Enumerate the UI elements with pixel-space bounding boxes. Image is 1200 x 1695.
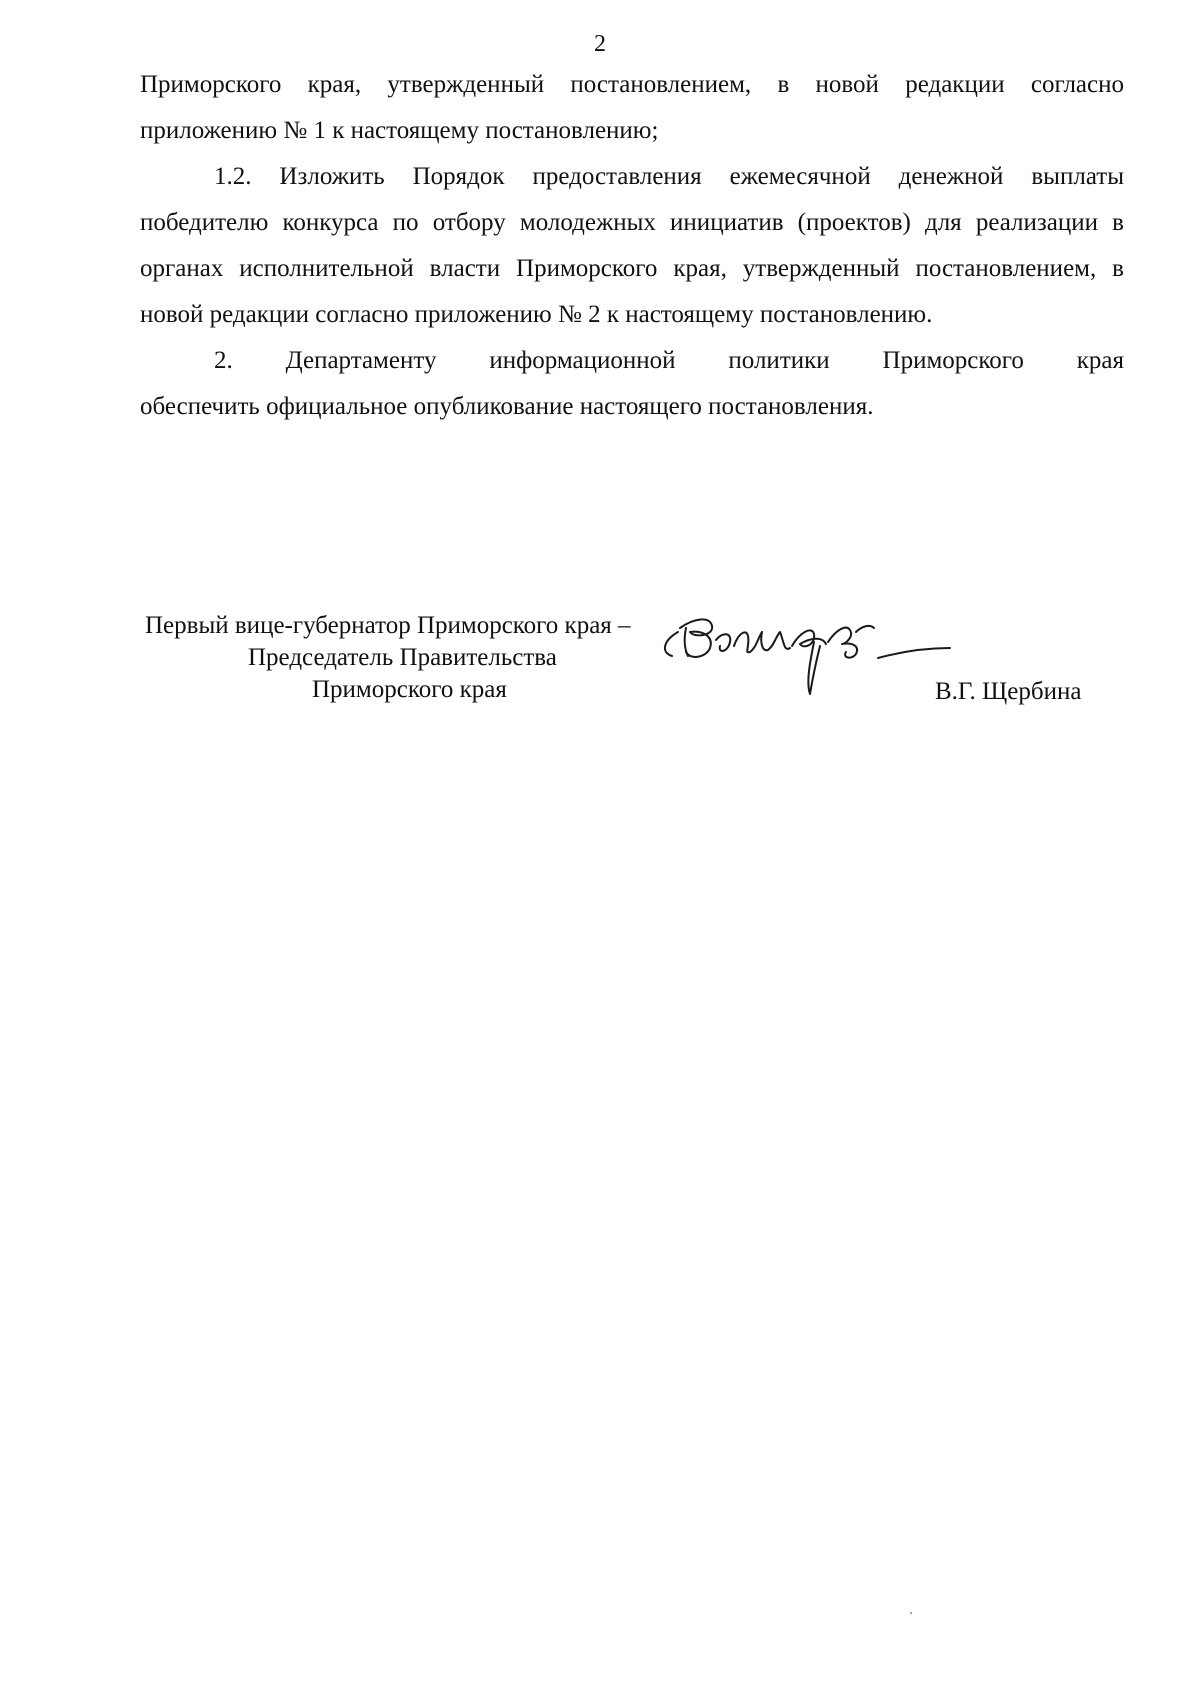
scan-speck <box>910 1612 912 1614</box>
paragraph-item-2: 2. Департаменту информационной политики Приморского края <box>214 347 1124 374</box>
signatory-title-line-3: Приморского края <box>312 676 507 703</box>
handwritten-signature <box>650 602 980 712</box>
document-body <box>140 62 1124 430</box>
paragraph-item-1-2: 1.2. Изложить Порядок предоставления ежемесячной денежной выплаты победителю конкурса по отбору молодежных инициатив (проектов) для реализации в органах исполнительной власти Приморского края, утвержденный постановлением, в новой редакции согласно приложению № 2 к настоящему постановлению. <box>140 163 1124 328</box>
page-number: 2 <box>594 31 606 57</box>
paragraph-item-2-continuation: обеспечить официальное опубликование настоящего постановления. <box>140 393 874 420</box>
signatory-name: В.Г. Щербина <box>935 678 1082 705</box>
signature-block <box>145 610 1125 730</box>
signatory-title-line-1: Первый вице-губернатор Приморского края – <box>145 612 631 639</box>
signatory-title-line-2: Председатель Правительства <box>248 644 557 671</box>
paragraph-continuation: Приморского края, утвержденный постановлением, в новой редакции согласно приложению № 1 к настоящему постановлению; <box>140 71 1124 144</box>
